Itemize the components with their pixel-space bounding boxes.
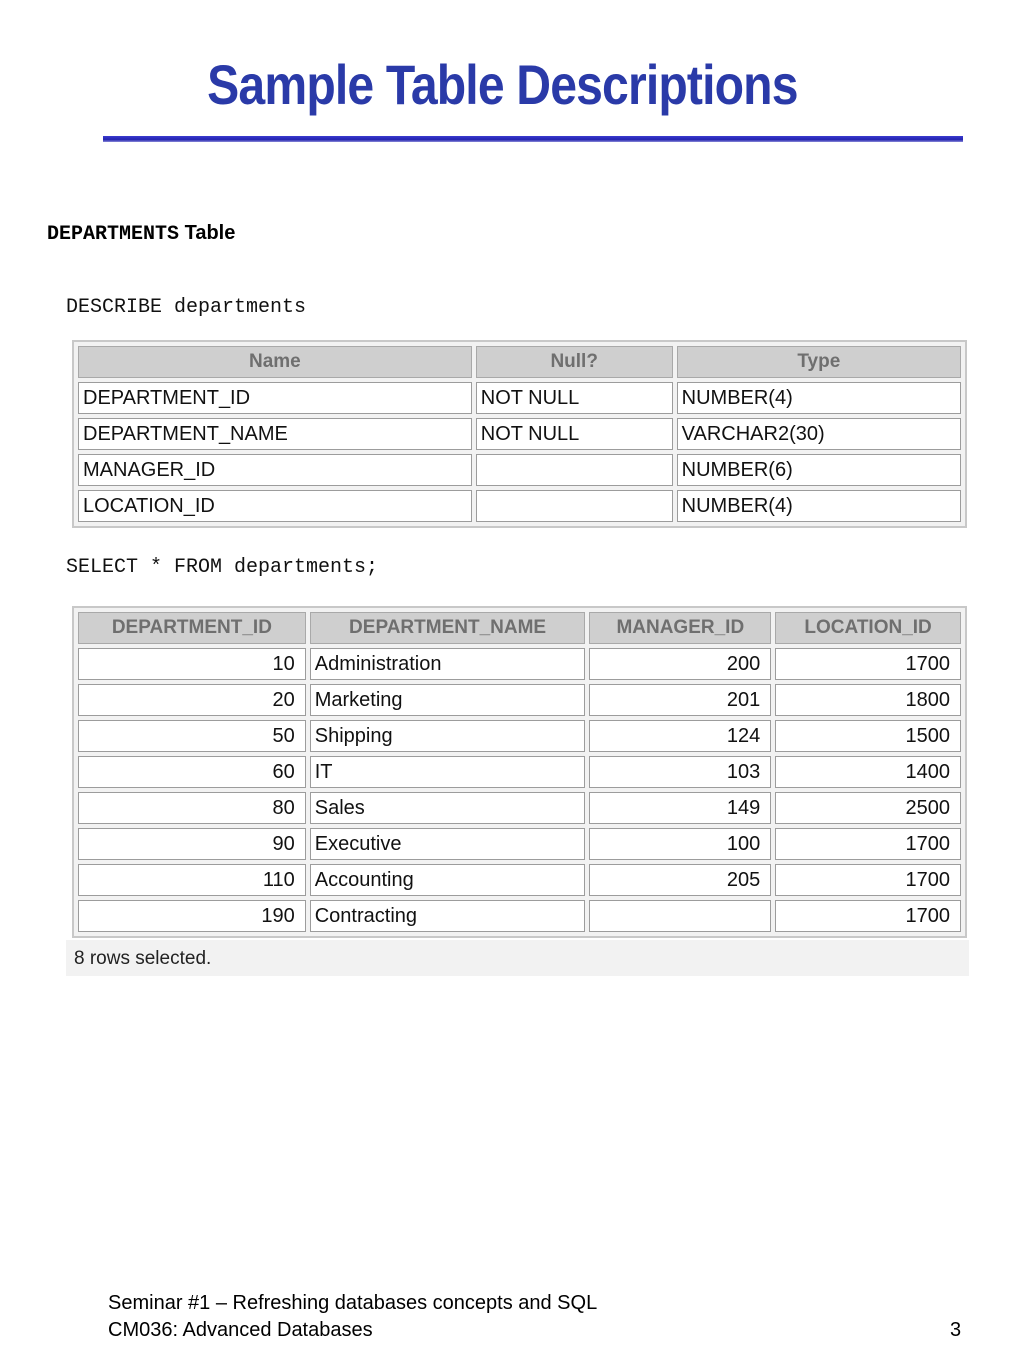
table-cell [476, 490, 673, 522]
table-cell: Contracting [310, 900, 586, 932]
table-cell: Marketing [310, 684, 586, 716]
describe-header-cell: Type [677, 346, 961, 378]
table-cell: 1700 [775, 648, 961, 680]
table-cell: 1400 [775, 756, 961, 788]
table-cell: 1700 [775, 864, 961, 896]
table-row [78, 418, 961, 450]
table-row [78, 648, 961, 680]
table-row [78, 900, 961, 932]
table-cell [476, 454, 673, 486]
table-cell: 20 [78, 684, 306, 716]
table-cell: NUMBER(6) [677, 454, 961, 486]
table-row [78, 454, 961, 486]
table-cell: NUMBER(4) [677, 382, 961, 414]
table-cell: Administration [310, 648, 586, 680]
footer-course: CM036: Advanced Databases [108, 1319, 373, 1341]
page-number: 3 [950, 1319, 962, 1341]
table-cell: NUMBER(4) [677, 490, 961, 522]
table-cell: 1800 [775, 684, 961, 716]
table-cell: 103 [589, 756, 771, 788]
table-cell: 205 [589, 864, 771, 896]
table-cell: Sales [310, 792, 586, 824]
table-row [78, 684, 961, 716]
table-row [78, 828, 961, 860]
table-cell: MANAGER_ID [78, 454, 472, 486]
table-cell: VARCHAR2(30) [677, 418, 961, 450]
table-cell: 1500 [775, 720, 961, 752]
table-name: DEPARTMENTS [47, 223, 180, 246]
rows-selected-note: 8 rows selected. [66, 940, 969, 976]
table-cell: NOT NULL [476, 382, 673, 414]
table-cell: DEPARTMENT_NAME [78, 418, 472, 450]
describe-table [72, 340, 967, 528]
select-header-cell: LOCATION_ID [775, 612, 961, 644]
slide-title: Sample Table Descriptions [207, 53, 798, 116]
table-cell: 10 [78, 648, 306, 680]
table-row [78, 864, 961, 896]
table-cell: Shipping [310, 720, 586, 752]
table-cell: NOT NULL [476, 418, 673, 450]
table-cell: Accounting [310, 864, 586, 896]
select-command: SELECT * FROM departments; [66, 556, 379, 579]
select-header-cell: MANAGER_ID [589, 612, 771, 644]
table-cell: 110 [78, 864, 306, 896]
section-heading [47, 222, 235, 246]
table-cell: 149 [589, 792, 771, 824]
describe-command: DESCRIBE departments [66, 296, 307, 319]
table-cell: 2500 [775, 792, 961, 824]
table-row [78, 382, 961, 414]
table-cell: DEPARTMENT_ID [78, 382, 472, 414]
table-row [78, 792, 961, 824]
table-cell: 50 [78, 720, 306, 752]
table-cell: 90 [78, 828, 306, 860]
describe-header-cell: Null? [476, 346, 673, 378]
table-cell: 190 [78, 900, 306, 932]
table-word: Table [184, 222, 236, 244]
select-table [72, 606, 967, 938]
table-cell: Executive [310, 828, 586, 860]
table-row [78, 720, 961, 752]
describe-header-cell: Name [78, 346, 472, 378]
table-cell: 201 [589, 684, 771, 716]
table-cell: 124 [589, 720, 771, 752]
table-cell [589, 900, 771, 932]
table-cell: IT [310, 756, 586, 788]
footer-seminar: Seminar #1 – Refreshing databases concepts and SQL [108, 1292, 598, 1314]
table-cell: 100 [589, 828, 771, 860]
table-cell: 1700 [775, 900, 961, 932]
table-cell: 200 [589, 648, 771, 680]
table-cell: 80 [78, 792, 306, 824]
describe-header-row [78, 346, 961, 378]
select-header-cell: DEPARTMENT_NAME [310, 612, 586, 644]
select-header-cell: DEPARTMENT_ID [78, 612, 306, 644]
table-row [78, 490, 961, 522]
table-row [78, 756, 961, 788]
table-cell: 60 [78, 756, 306, 788]
title-underline [103, 136, 963, 142]
select-header-row [78, 612, 961, 644]
table-cell: LOCATION_ID [78, 490, 472, 522]
table-cell: 1700 [775, 828, 961, 860]
